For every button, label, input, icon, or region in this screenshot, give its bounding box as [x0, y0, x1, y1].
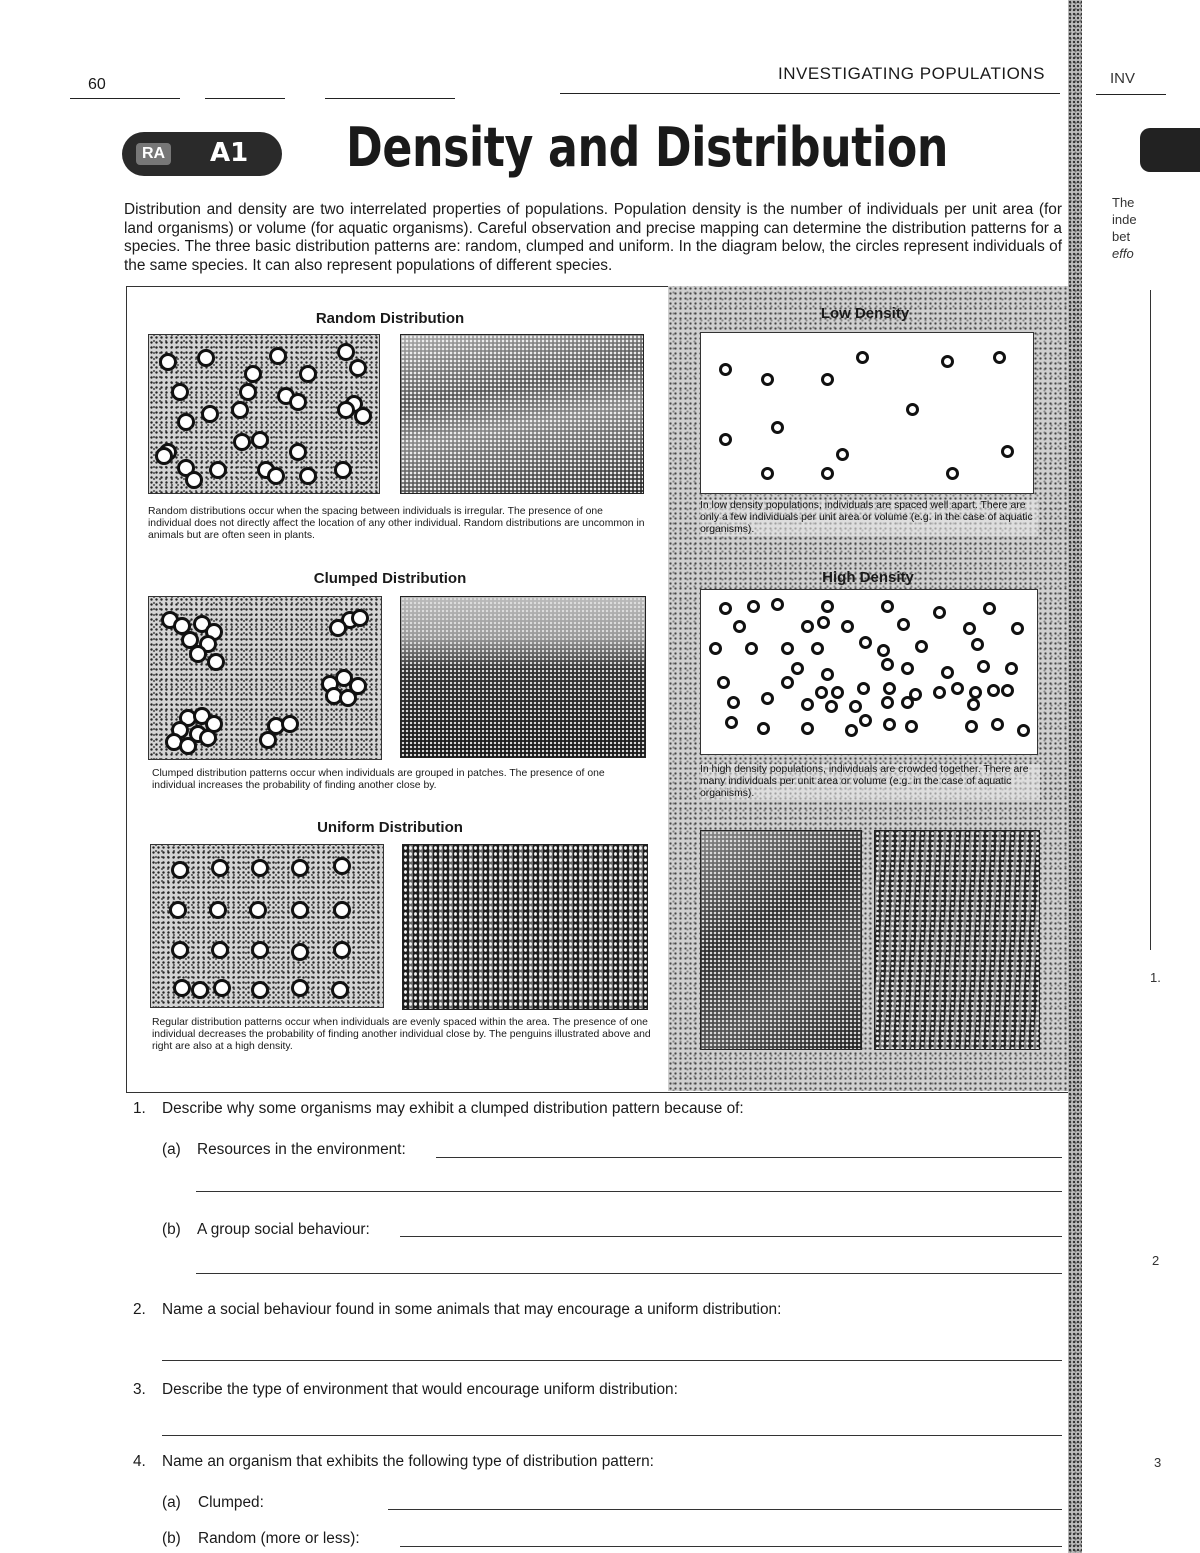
organism-icon — [299, 467, 317, 485]
organism-icon — [963, 622, 976, 635]
random-diagram — [148, 334, 380, 494]
organism-icon — [815, 686, 828, 699]
low-density-diagram — [700, 332, 1034, 494]
organism-icon — [901, 696, 914, 709]
organism-icon — [334, 461, 352, 479]
low-density-title: Low Density — [820, 305, 910, 322]
badge-tag: RA — [136, 143, 171, 165]
clumped-title: Clumped Distribution — [313, 570, 467, 587]
organism-icon — [991, 718, 1004, 731]
organism-icon — [351, 609, 369, 627]
organism-icon — [951, 682, 964, 695]
organism-icon — [1017, 724, 1030, 737]
organism-icon — [717, 676, 730, 689]
organism-icon — [857, 682, 870, 695]
intro-paragraph: Distribution and density are two interrelated properties of populations. Population density is the number of individuals per unit area (for land organisms) or volume (for aquatic organisms). Careful observation and precise mapping can determine the distribution patterns for a species. The three basic distribution patterns are: random, clumped and uniform. In the diagram below, the circles represent individuals of the same species. It can also represent populations of different species. — [124, 201, 1062, 274]
organism-icon — [859, 636, 872, 649]
next-page-number: 3 — [1154, 1455, 1162, 1470]
uniform-diagram — [150, 844, 384, 1008]
organism-icon — [333, 941, 351, 959]
organism-icon — [987, 684, 1000, 697]
next-page-rule — [1150, 290, 1151, 950]
organism-icon — [1005, 662, 1018, 675]
organism-icon — [941, 355, 954, 368]
organism-icon — [821, 373, 834, 386]
organism-icon — [259, 731, 277, 749]
next-page-line: The — [1112, 195, 1135, 210]
organism-icon — [171, 941, 189, 959]
next-page-line: inde — [1112, 212, 1137, 227]
answer-line-q2[interactable] — [162, 1360, 1062, 1361]
organism-icon — [269, 347, 287, 365]
organism-icon — [771, 421, 784, 434]
organism-icon — [1011, 622, 1024, 635]
clumped-photo — [400, 596, 646, 758]
organism-icon — [941, 666, 954, 679]
page-binding — [1068, 0, 1082, 1553]
organism-icon — [801, 698, 814, 711]
organism-icon — [817, 616, 830, 629]
q4a-text: Clumped: — [198, 1494, 264, 1511]
random-photo — [400, 334, 644, 494]
organism-icon — [177, 413, 195, 431]
organism-icon — [211, 859, 229, 877]
organism-icon — [971, 638, 984, 651]
activity-badge — [122, 132, 282, 176]
organism-icon — [244, 365, 262, 383]
organism-icon — [209, 901, 227, 919]
random-caption: Random distributions occur when the spacing between individuals is irregular. The presence of one individual does not directly affect the location of any other individual. Random distributions are uncommon in animals but are often seen in plants. — [148, 506, 645, 541]
organism-icon — [201, 405, 219, 423]
header-rule — [325, 98, 455, 99]
q1b-text: A group social behaviour: — [197, 1221, 370, 1238]
organism-icon — [883, 682, 896, 695]
organism-icon — [757, 722, 770, 735]
q1b-label: (b) — [162, 1221, 181, 1238]
organism-icon — [331, 981, 349, 999]
organism-icon — [781, 676, 794, 689]
organism-icon — [289, 393, 307, 411]
organism-icon — [1001, 445, 1014, 458]
organism-icon — [289, 443, 307, 461]
high-density-diagram — [700, 589, 1038, 755]
organism-icon — [821, 668, 834, 681]
organism-icon — [881, 600, 894, 613]
organism-icon — [761, 373, 774, 386]
organism-icon — [849, 700, 862, 713]
next-page-number: 2 — [1152, 1253, 1160, 1268]
organism-icon — [877, 644, 890, 657]
organism-icon — [719, 433, 732, 446]
organism-icon — [291, 859, 309, 877]
q1a-text: Resources in the environment: — [197, 1141, 406, 1158]
q2-number: 2. — [133, 1301, 146, 1318]
q4b-label: (b) — [162, 1530, 181, 1547]
uniform-caption: Regular distribution patterns occur when individuals are evenly spaced within the area. The presence of one individual decreases the probability of finding another individual close by. The penguins illustrated above and right are also at a high density. — [152, 1017, 651, 1052]
answer-line-q4b[interactable] — [400, 1546, 1062, 1547]
organism-icon — [906, 403, 919, 416]
organism-icon — [901, 662, 914, 675]
organism-icon — [771, 598, 784, 611]
organism-icon — [159, 353, 177, 371]
clumped-diagram — [148, 596, 382, 760]
organism-icon — [881, 658, 894, 671]
organism-icon — [856, 351, 869, 364]
q1a-label: (a) — [162, 1141, 181, 1158]
page-number: 60 — [88, 76, 106, 93]
next-page-head: INV — [1110, 70, 1136, 87]
organism-icon — [967, 698, 980, 711]
next-page-title-fragment — [1140, 128, 1200, 172]
organism-icon — [915, 640, 928, 653]
organism-icon — [801, 722, 814, 735]
organism-icon — [249, 901, 267, 919]
organism-icon — [354, 407, 372, 425]
organism-icon — [725, 716, 738, 729]
organism-icon — [251, 431, 269, 449]
organism-icon — [291, 943, 309, 961]
header-rule — [1096, 94, 1166, 95]
badge-code: A1 — [210, 138, 249, 168]
organism-icon — [745, 642, 758, 655]
organism-icon — [191, 981, 209, 999]
organism-icon — [831, 686, 844, 699]
organism-icon — [199, 729, 217, 747]
q4-text: Name an organism that exhibits the following type of distribution pattern: — [162, 1453, 654, 1470]
high-density-caption: In high density populations, individuals are crowded together. There are many individuals per unit area or volume (e.g. in the case of aquatic organisms). — [700, 764, 1040, 800]
organism-icon — [801, 620, 814, 633]
uniform-photo — [402, 844, 648, 1010]
running-head: INVESTIGATING POPULATIONS — [778, 64, 1045, 83]
q4b-text: Random (more or less): — [198, 1530, 360, 1547]
organism-icon — [825, 700, 838, 713]
answer-line-q3[interactable] — [162, 1435, 1062, 1436]
organism-icon — [821, 600, 834, 613]
organism-icon — [291, 979, 309, 997]
header-rule — [70, 98, 180, 99]
organism-icon — [811, 642, 824, 655]
q3-number: 3. — [133, 1381, 146, 1398]
random-title: Random Distribution — [315, 310, 465, 327]
organism-icon — [185, 471, 203, 489]
high-density-photo — [874, 830, 1040, 1050]
organism-icon — [171, 383, 189, 401]
organism-icon — [845, 724, 858, 737]
organism-icon — [983, 602, 996, 615]
organism-icon — [337, 343, 355, 361]
page-title: Density and Distribution — [346, 116, 948, 179]
organism-icon — [841, 620, 854, 633]
organism-icon — [339, 689, 357, 707]
organism-icon — [881, 696, 894, 709]
answer-line-q4a[interactable] — [388, 1509, 1062, 1510]
organism-icon — [299, 365, 317, 383]
organism-icon — [169, 901, 187, 919]
organism-icon — [329, 619, 347, 637]
organism-icon — [333, 901, 351, 919]
organism-icon — [337, 401, 355, 419]
q1-text: Describe why some organisms may exhibit a clumped distribution pattern because of: — [162, 1100, 744, 1117]
high-density-title: High Density — [822, 569, 914, 586]
q3-text: Describe the type of environment that would encourage uniform distribution: — [162, 1381, 678, 1398]
clumped-caption: Clumped distribution patterns occur when individuals are grouped in patches. The presence of one individual increases the probability of finding another close by. — [152, 768, 605, 791]
organism-icon — [993, 351, 1006, 364]
organism-icon — [333, 857, 351, 875]
organism-icon — [197, 349, 215, 367]
header-rule — [560, 93, 1060, 94]
organism-icon — [747, 600, 760, 613]
organism-icon — [207, 653, 225, 671]
organism-icon — [977, 660, 990, 673]
organism-icon — [1001, 684, 1014, 697]
organism-icon — [231, 401, 249, 419]
organism-icon — [209, 461, 227, 479]
organism-icon — [883, 718, 896, 731]
organism-icon — [859, 714, 872, 727]
organism-icon — [761, 467, 774, 480]
organism-icon — [239, 383, 257, 401]
q1-number: 1. — [133, 1100, 146, 1117]
organism-icon — [281, 715, 299, 733]
q2-text: Name a social behaviour found in some animals that may encourage a uniform distribution: — [162, 1301, 782, 1318]
low-density-photo — [700, 830, 862, 1050]
uniform-title: Uniform Distribution — [317, 819, 463, 836]
organism-icon — [781, 642, 794, 655]
organism-icon — [233, 433, 251, 451]
q4a-label: (a) — [162, 1494, 181, 1511]
organism-icon — [251, 941, 269, 959]
organism-icon — [267, 467, 285, 485]
organism-icon — [171, 861, 189, 879]
organism-icon — [189, 645, 207, 663]
q4-number: 4. — [133, 1453, 146, 1470]
organism-icon — [291, 901, 309, 919]
organism-icon — [719, 363, 732, 376]
organism-icon — [733, 620, 746, 633]
organism-icon — [791, 662, 804, 675]
low-density-caption: In low density populations, individuals are spaced well apart. There are only a few individuals per unit area or volume (e.g. in the case of aquatic organisms). — [700, 500, 1038, 536]
organism-icon — [897, 618, 910, 631]
organism-icon — [173, 979, 191, 997]
organism-icon — [349, 359, 367, 377]
organism-icon — [251, 981, 269, 999]
header-rule — [205, 98, 285, 99]
organism-icon — [933, 606, 946, 619]
next-page-line: bet — [1112, 229, 1131, 244]
organism-icon — [709, 642, 722, 655]
organism-icon — [946, 467, 959, 480]
organism-icon — [179, 737, 197, 755]
organism-icon — [821, 467, 834, 480]
organism-icon — [933, 686, 946, 699]
next-page-number: 1. — [1150, 970, 1161, 985]
organism-icon — [719, 602, 732, 615]
next-page-line: effo — [1112, 246, 1134, 261]
answer-line-q1a[interactable] — [436, 1157, 1062, 1158]
organism-icon — [965, 720, 978, 733]
answer-line-q1a[interactable] — [196, 1191, 1062, 1192]
answer-line-q1b[interactable] — [400, 1236, 1062, 1237]
organism-icon — [761, 692, 774, 705]
organism-icon — [251, 859, 269, 877]
organism-icon — [211, 941, 229, 959]
organism-icon — [155, 447, 173, 465]
answer-line-q1b[interactable] — [196, 1273, 1062, 1274]
organism-icon — [836, 448, 849, 461]
organism-icon — [969, 686, 982, 699]
organism-icon — [905, 720, 918, 733]
organism-icon — [213, 979, 231, 997]
organism-icon — [727, 696, 740, 709]
